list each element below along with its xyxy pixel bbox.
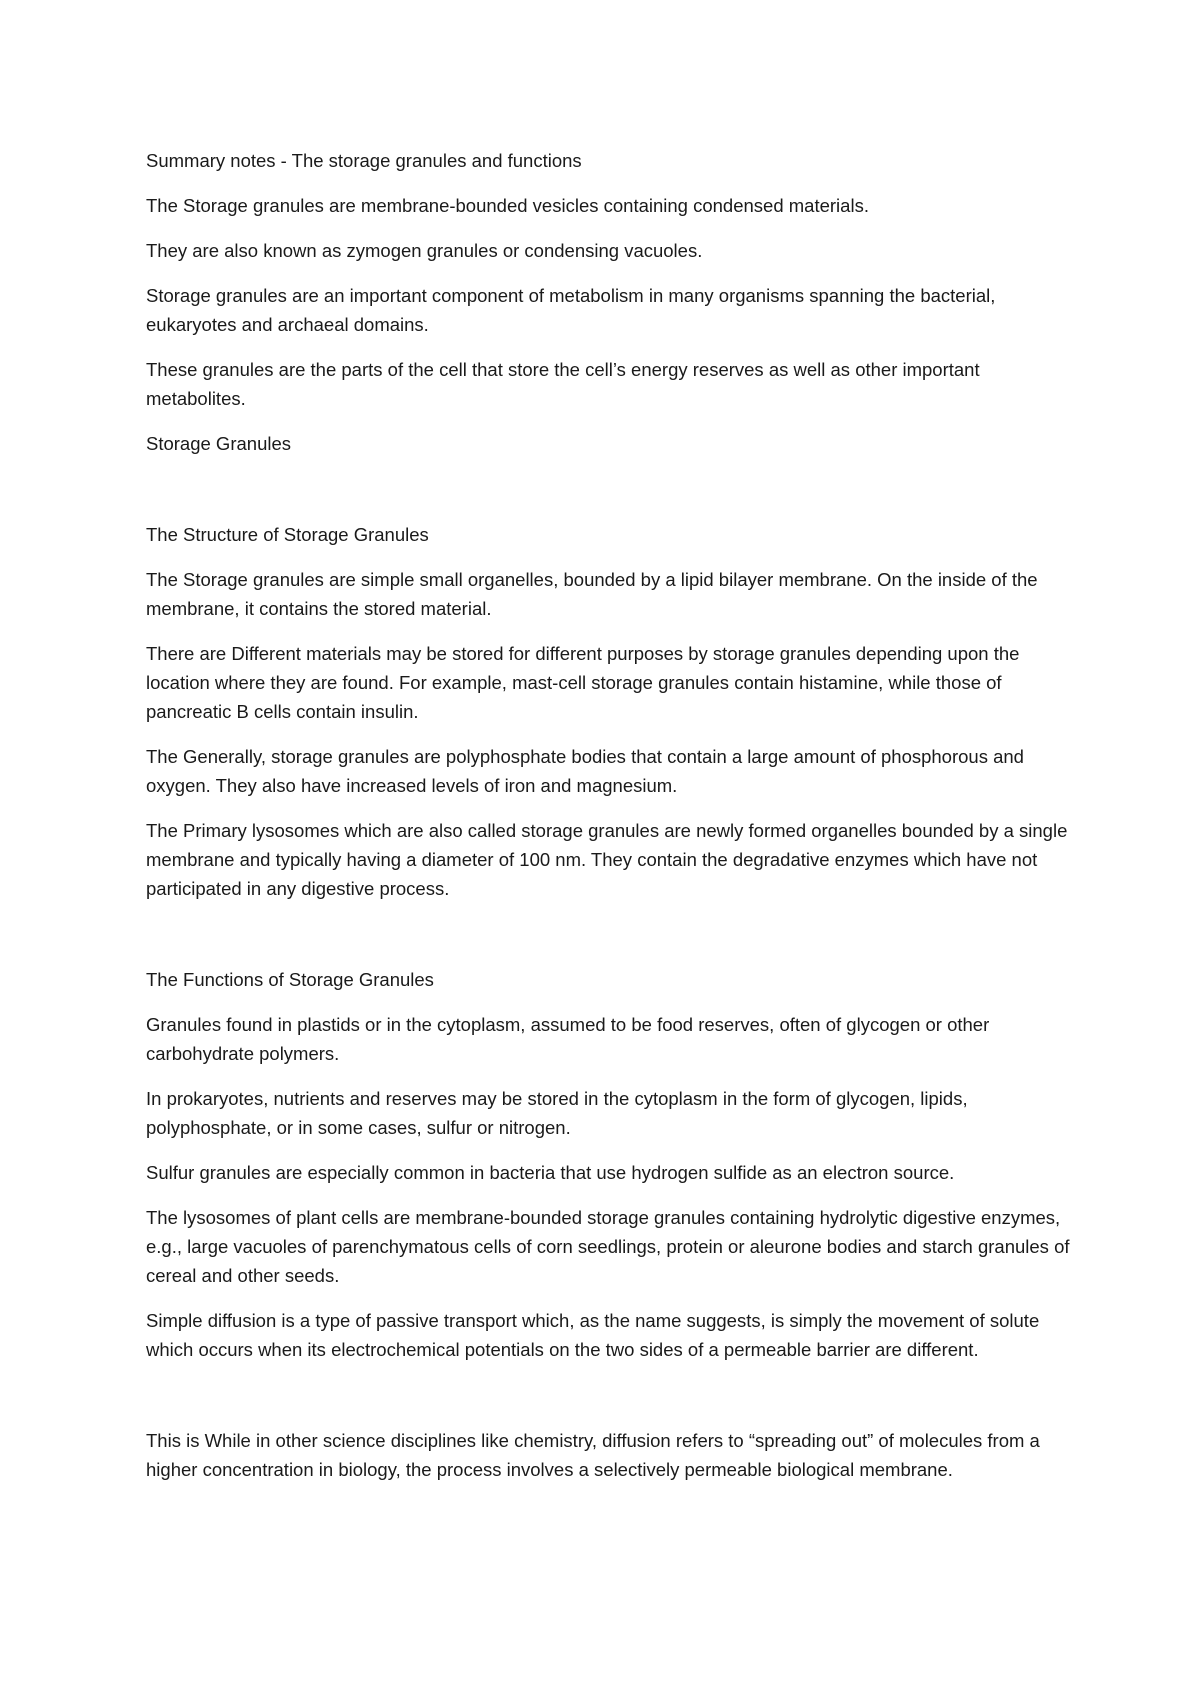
functions-paragraph: The lysosomes of plant cells are membrane-bounded storage granules containing hydrolytic digestive enzymes, e.g., large vacuoles of parenchymatous cells of corn seedlings, protein or aleurone bodies and starch granules of cereal and other seeds. bbox=[146, 1207, 1070, 1286]
section-spacer bbox=[146, 474, 1076, 520]
structure-paragraph: The Generally, storage granules are polyphosphate bodies that contain a large amount of phosphorous and oxygen. They also have increased levels of iron and magnesium. bbox=[146, 746, 1024, 796]
structure-paragraph: The Primary lysosomes which are also called storage granules are newly formed organelles bounded by a single membrane and typically having a diameter of 100 nm. They contain the degradative enzymes which have not participated in any digestive process. bbox=[146, 820, 1068, 899]
functions-heading: The Functions of Storage Granules bbox=[146, 969, 434, 990]
intro-paragraph: They are also known as zymogen granules or condensing vacuoles. bbox=[146, 240, 703, 261]
functions-paragraph: Granules found in plastids or in the cytoplasm, assumed to be food reserves, often of glycogen or other carbohydrate polymers. bbox=[146, 1014, 990, 1064]
storage-granules-label: Storage Granules bbox=[146, 433, 292, 454]
structure-paragraph: There are Different materials may be stored for different purposes by storage granules depending upon the location where they are found. For example, mast-cell storage granules contain histamine, while those of pancreatic B cells contain insulin. bbox=[146, 643, 1020, 722]
section-spacer bbox=[146, 919, 1076, 965]
intro-paragraph: The Storage granules are membrane-bounded vesicles containing condensed materials. bbox=[146, 195, 869, 216]
section-spacer bbox=[146, 1380, 1076, 1426]
document-title: Summary notes - The storage granules and functions bbox=[146, 150, 582, 171]
intro-paragraph: Storage granules are an important component of metabolism in many organisms spanning the bacterial, eukaryotes and archaeal domains. bbox=[146, 285, 996, 335]
functions-paragraph: In prokaryotes, nutrients and reserves may be stored in the cytoplasm in the form of glycogen, lipids, polyphosphate, or in some cases, sulfur or nitrogen. bbox=[146, 1088, 968, 1138]
document-page bbox=[146, 146, 1076, 1500]
structure-heading: The Structure of Storage Granules bbox=[146, 524, 429, 545]
structure-paragraph: The Storage granules are simple small organelles, bounded by a lipid bilayer membrane. On the inside of the membrane, it contains the stored material. bbox=[146, 569, 1038, 619]
intro-paragraph: These granules are the parts of the cell that store the cell’s energy reserves as well as other important metabolites. bbox=[146, 359, 980, 409]
functions-paragraph: Simple diffusion is a type of passive transport which, as the name suggests, is simply the movement of solute which occurs when its electrochemical potentials on the two sides of a permeable barrier are different. bbox=[146, 1310, 1040, 1360]
closing-paragraph: This is While in other science disciplines like chemistry, diffusion refers to “spreading out” of molecules from a higher concentration in biology, the process involves a selectively permeable biological membrane. bbox=[146, 1430, 1040, 1480]
functions-paragraph: Sulfur granules are especially common in bacteria that use hydrogen sulfide as an electron source. bbox=[146, 1162, 955, 1183]
